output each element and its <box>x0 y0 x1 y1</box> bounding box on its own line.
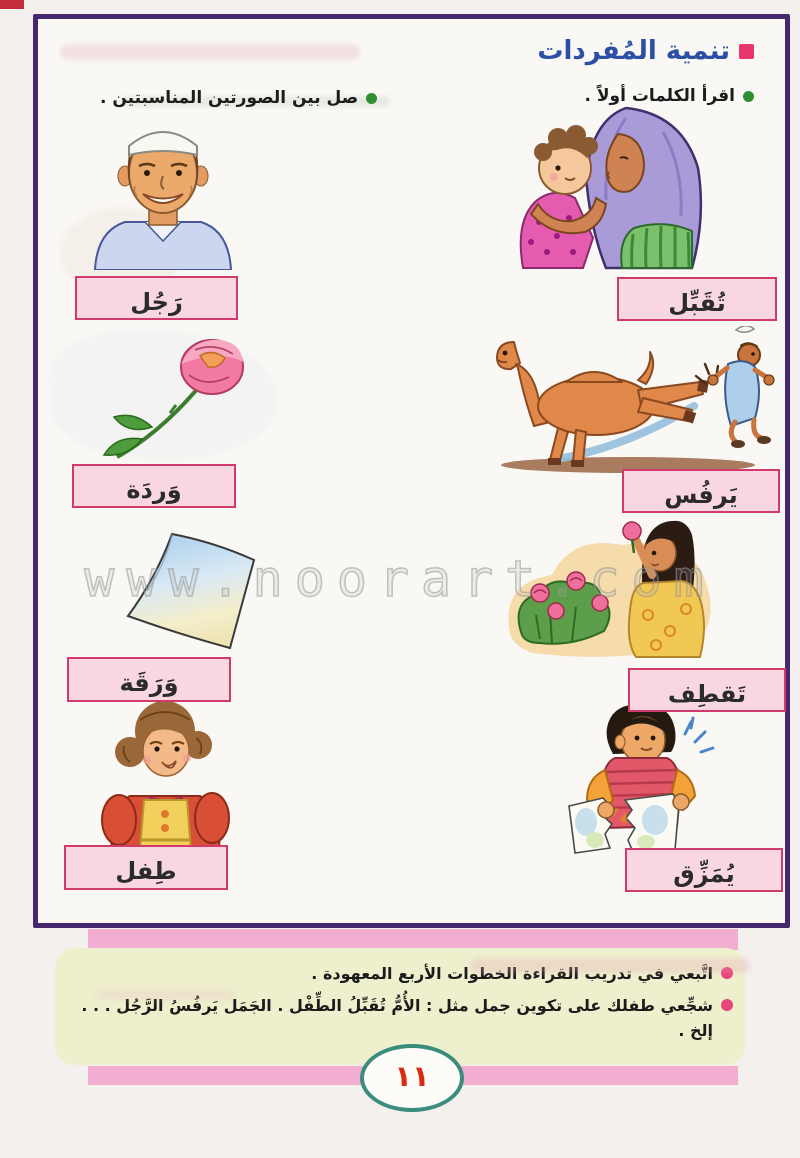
word-text: تُقَبِّل <box>668 288 726 317</box>
green-dot-icon <box>366 93 377 104</box>
scan-edge-artifact <box>0 0 24 9</box>
instruction-match-pictures <box>100 88 377 108</box>
note-line <box>73 962 733 987</box>
word-text: تَقطِف <box>667 679 747 708</box>
page-number-oval <box>360 1044 464 1112</box>
word-text: رَجُل <box>130 287 183 316</box>
rose-illustration <box>92 335 264 461</box>
note-text: شجِّعي طفلك على تكوين جمل مثل : الأُمُّ تُقَبِّلُ الطِّفْل . الجَمَل يَرفُسُ الرَّجُل . . . إلخ . <box>81 995 713 1040</box>
camel-kicking-man-illustration <box>478 326 780 476</box>
green-dot-icon <box>743 91 754 102</box>
paper-sheet-illustration <box>120 528 292 652</box>
parent-notes <box>73 962 733 1043</box>
note-text: اتَّبعي في تدريب القراءة الخطوات الأربع المعهودة . <box>311 964 713 983</box>
girl-picking-flowers-illustration <box>492 513 724 665</box>
word-text: طِفل <box>115 857 177 886</box>
note-line <box>73 994 733 1044</box>
instruction-read-words <box>584 86 754 106</box>
boy-tearing-paper-illustration <box>553 700 725 855</box>
word-text: وَرَقَة <box>119 669 179 698</box>
instruction-text: اقرأ الكلمات أولاً . <box>584 86 735 106</box>
section-header <box>537 36 754 66</box>
word-text: يَرفُس <box>664 480 738 509</box>
word-text: وَردَة <box>126 475 182 504</box>
pink-band-top <box>88 929 738 950</box>
word-text: يُمَزِّق <box>673 859 735 888</box>
man-illustration <box>82 118 244 270</box>
word-label-waraqa <box>67 657 231 702</box>
square-bullet-icon <box>739 44 754 59</box>
mother-kissing-child-illustration <box>513 106 715 272</box>
girl-child-illustration <box>92 698 239 850</box>
word-label-tifl <box>64 845 228 890</box>
word-label-yumazziq <box>625 848 783 892</box>
word-label-tuqabbil <box>617 277 777 321</box>
instruction-text: صل بين الصورتين المناسبتين . <box>100 88 359 108</box>
word-label-yarfus <box>622 469 780 513</box>
page-number: ١١ <box>394 1059 430 1093</box>
word-label-taqtif <box>628 668 786 712</box>
pink-dot-icon <box>721 999 733 1011</box>
word-label-rajul <box>75 276 238 320</box>
word-label-warda <box>72 464 236 508</box>
page-title: تنمية المُفردات <box>537 36 730 66</box>
pink-dot-icon <box>721 967 733 979</box>
